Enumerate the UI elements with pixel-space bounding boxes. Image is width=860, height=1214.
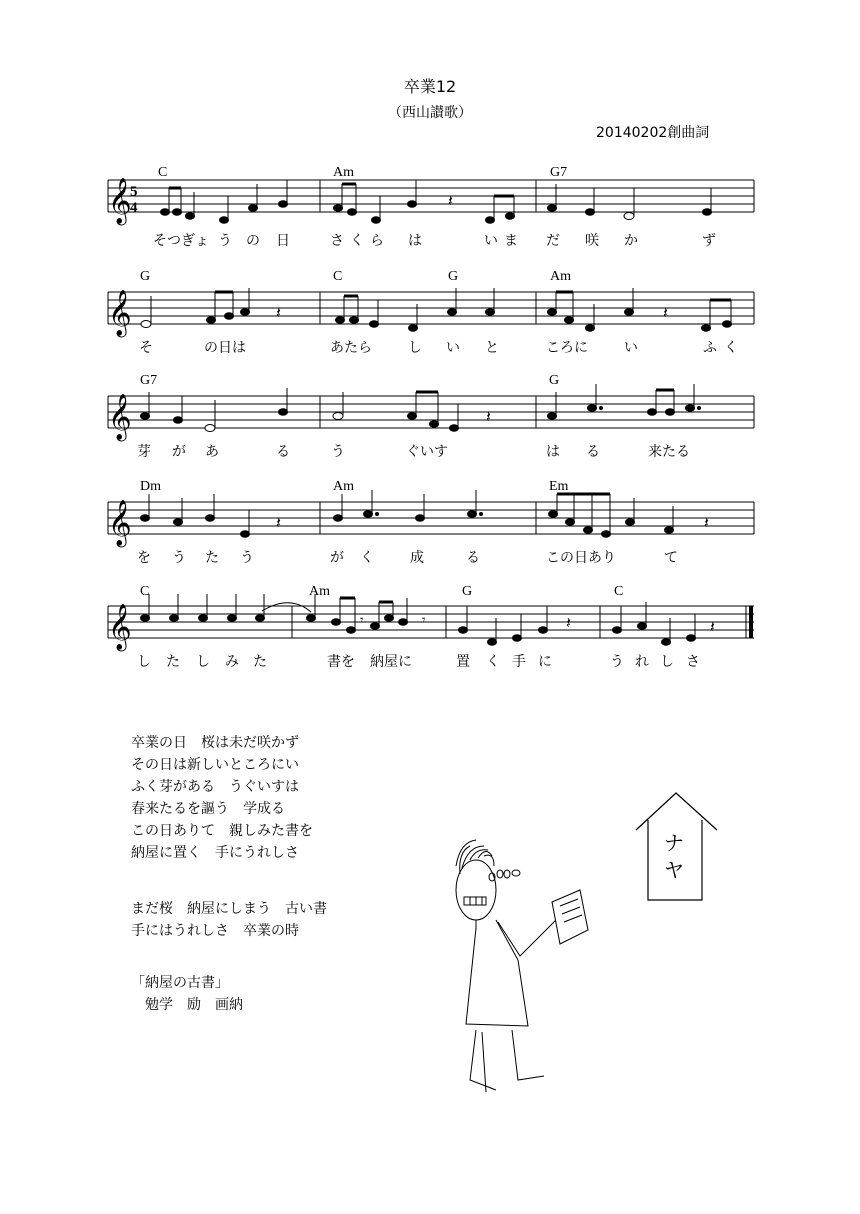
lyric-syllable: さ (330, 233, 344, 249)
lyric-syllable: 置 (456, 654, 470, 670)
lyric-syllable: ず (702, 233, 716, 249)
lyric-syllable: く (486, 654, 500, 670)
chord-symbol: Am (333, 165, 354, 180)
treble-clef-icon: 𝄞 (108, 604, 132, 650)
poem-line: ふく芽がある うぐいすは (131, 779, 299, 795)
quarter-rest-icon: 𝄽 (448, 191, 453, 210)
chord-symbol: G7 (140, 373, 158, 388)
chord-symbol: G (462, 584, 473, 599)
lyric-syllable: この日あり (546, 550, 616, 566)
chord-symbol: Dm (140, 479, 161, 494)
poem-line: 勉学 励 画納 (131, 997, 243, 1013)
lyric-syllable: の日は (204, 340, 246, 356)
lyric-syllable: ぐいす (406, 444, 448, 460)
lyric-syllable: し (196, 654, 210, 670)
lyric-syllable: た (253, 654, 267, 670)
poem-stanza-1 (131, 732, 313, 864)
lyric-syllable: 来たる (648, 444, 690, 460)
lyric-syllable: 手 (512, 654, 526, 670)
lyric-syllable: る (466, 550, 480, 566)
eighth-rest-icon: 𝄾 (422, 613, 426, 628)
lyric-syllable: て (664, 550, 678, 566)
notes-system-4 (141, 511, 674, 538)
composition-date: 20140202創曲詞 (596, 125, 710, 141)
lyric-syllable: た (205, 550, 219, 566)
quarter-rest-icon: 𝄽 (710, 617, 715, 636)
lyric-syllable: し (408, 340, 422, 356)
poem-line: 卒業の日 桜は未だ咲かず (131, 735, 299, 751)
chord-symbol: G (448, 269, 459, 284)
chord-symbol: G7 (550, 165, 568, 180)
chord-symbol: G (549, 373, 560, 388)
lyric-syllable: う (331, 444, 345, 460)
lyric-syllable: 日 (276, 233, 290, 249)
lyric-syllable: あ (205, 444, 219, 460)
lyric-syllable: そ (139, 340, 153, 356)
poem-stanza-3 (131, 972, 243, 1016)
chord-symbol: C (614, 584, 624, 599)
lyric-syllable: さ (686, 654, 700, 670)
lyric-syllable: る (276, 444, 290, 460)
treble-clef-icon: 𝄞 (108, 394, 132, 440)
lyric-syllable: た (166, 654, 180, 670)
lyric-syllable: る (586, 444, 600, 460)
chord-symbol: C (158, 165, 168, 180)
poem-stanza-2 (131, 898, 327, 942)
lyric-syllable: に (538, 654, 552, 670)
chord-symbol: C (140, 584, 150, 599)
page-title: 卒業12 (403, 77, 457, 96)
chord-symbol: Am (333, 479, 354, 494)
quarter-rest-icon: 𝄽 (566, 613, 571, 632)
staff-system-1 (108, 165, 754, 249)
sign-text-ya: ヤ (664, 858, 684, 882)
quarter-rest-icon: 𝄽 (663, 303, 668, 322)
time-signature-top: 5 (130, 184, 138, 200)
poem-line: まだ桜 納屋にしまう 古い書 (131, 901, 327, 917)
lyric-syllable: と (485, 340, 499, 356)
chord-symbol: Am (309, 584, 330, 599)
page-subtitle: （西山讃歌） (388, 105, 472, 121)
house-sign-icon (636, 793, 717, 900)
lyric-syllable: 成 (410, 550, 424, 566)
lyric-syllable: 納屋に (370, 654, 412, 670)
tie-arc (262, 603, 311, 612)
treble-clef-icon: 𝄞 (108, 290, 132, 336)
lyric-syllable: く (724, 340, 738, 356)
lyric-syllable: そつぎょ (153, 233, 209, 249)
lyric-syllable: 芽 (137, 444, 151, 460)
lyric-syllable: い (446, 340, 460, 356)
staff-system-5 (108, 584, 754, 670)
lyric-syllable: れ (635, 654, 649, 670)
lyric-syllable: ころに (546, 340, 588, 356)
eighth-rest-icon: 𝄾 (360, 613, 364, 628)
lyric-syllable: く (360, 550, 374, 566)
time-signature-bottom: 4 (130, 200, 138, 216)
staff-system-4 (108, 479, 754, 566)
staff-system-2 (108, 269, 754, 356)
lyric-syllable: は (408, 233, 422, 249)
sign-text-na: ナ (664, 831, 684, 855)
lyric-syllable: が (172, 444, 186, 460)
lyric-syllable: あたら (330, 340, 372, 356)
lyric-syllable: う (172, 550, 186, 566)
lyric-syllable: み (225, 654, 239, 670)
lyric-syllable: し (660, 654, 674, 670)
lyric-syllable: し (137, 654, 151, 670)
chord-symbol: C (333, 269, 343, 284)
lyric-syllable: を (137, 550, 151, 566)
lyric-syllable: う (610, 654, 624, 670)
poem-line: 納屋に置く 手にうれしさ (131, 845, 299, 861)
paper-sheet-icon (552, 890, 588, 944)
lyric-syllable: い (624, 340, 638, 356)
poem-line: その日は新しいところにい (131, 757, 299, 773)
lyric-syllable: は (546, 444, 560, 460)
lyric-syllable: 咲 (585, 233, 599, 249)
chord-symbol: Am (550, 269, 571, 284)
notes-system-2 (141, 309, 732, 332)
lyric-syllable: う (240, 550, 254, 566)
treble-clef-icon: 𝄞 (108, 500, 132, 546)
lyric-syllable: が (330, 550, 344, 566)
staff-system-3 (108, 373, 754, 460)
lyric-syllable: の (246, 233, 260, 249)
lyric-syllable: く (350, 233, 364, 249)
lyric-syllable: 書を (327, 654, 355, 670)
lyric-syllable: ま (504, 233, 518, 249)
lyric-syllable: か (624, 233, 638, 249)
quarter-rest-icon: 𝄽 (486, 407, 491, 426)
person-sketch-icon (456, 840, 556, 1092)
poem-line: 「納屋の古書」 (131, 975, 229, 991)
lyric-syllable: ら (370, 233, 384, 249)
lyric-syllable: う (218, 233, 232, 249)
poem-line: 手にはうれしさ 卒業の時 (131, 923, 299, 939)
poem-line: 春来たるを謳う 学成る (131, 801, 285, 817)
lyric-syllable: ふ (703, 340, 717, 356)
quarter-rest-icon: 𝄽 (276, 513, 281, 532)
quarter-rest-icon: 𝄽 (276, 303, 281, 322)
chord-symbol: Em (549, 479, 569, 494)
chord-symbol: G (140, 269, 151, 284)
lyric-syllable: い (484, 233, 498, 249)
notes-system-3 (141, 405, 701, 432)
treble-clef-icon: 𝄞 (108, 178, 132, 224)
poem-line: この日ありて 親しみた書を (131, 823, 313, 839)
quarter-rest-icon: 𝄽 (704, 513, 709, 532)
lyric-syllable: だ (546, 233, 560, 249)
